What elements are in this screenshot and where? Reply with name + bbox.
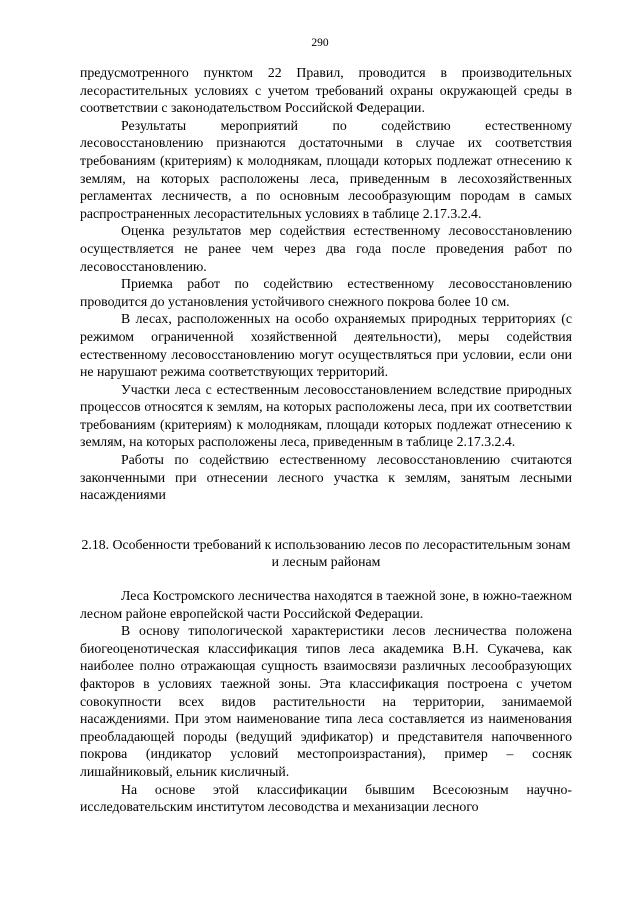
paragraph: Работы по содействию естественному лесовосстановлению считаются законченными при отнесении лесного участка к землям, занятым лесными насаждениями bbox=[80, 452, 572, 503]
paragraph: Участки леса с естественным лесовосстановлением вследствие природных процессов относятся к землям, на которых расположены леса, при их соответствии требованиям (критериям) к молоднякам, площади которых подлежат отнесению к землям, на которых расположены леса, приведенным в таблице 2.17.3.2.4. bbox=[80, 381, 572, 450]
paragraph: В лесах, расположенных на особо охраняемых природных территориях (с режимом ограниченной хозяйственной деятельности), меры содействия естественному лесовосстановлению могут осуществляться при условии, если они не нарушают режима соответствующих территорий. bbox=[80, 311, 572, 380]
document-body bbox=[80, 64, 572, 816]
paragraph: Оценка результатов мер содействия естественному лесовосстановлению осуществляется не ранее чем через два года после проведения работ по лесовосстановлению. bbox=[80, 223, 572, 274]
paragraph: Приемка работ по содействию естественному лесовосстановлению проводится до установления устойчивого снежного покрова более 10 см. bbox=[80, 276, 572, 309]
paragraph: Результаты мероприятий по содействию естественному лесовосстановлению признаются достаточными в случае их соответствия требованиям (критериям) к молоднякам, площади которых подлежат отнесению к землям, на которых расположены леса, приведенным в лесохозяйственных регламентах лесничеств, а по основным лесообразующим породам в самых распространенных лесорастительных условиях в таблице 2.17.3.2.4. bbox=[80, 117, 572, 221]
section-heading: 2.18. Особенности требований к использованию лесов по лесорастительным зонам и лесным районам bbox=[81, 536, 571, 570]
paragraph: предусмотренного пунктом 22 Правил, проводится в производительных лесорастительных условиях с учетом требований охраны окружающей среды в соответствии с законодательством Российской Федерации. bbox=[80, 65, 572, 116]
page-number: 290 bbox=[311, 37, 329, 49]
paragraph: Леса Костромского лесничества находятся в таежной зоне, в южно-таежном лесном районе европейской части Российской Федерации. bbox=[80, 588, 572, 621]
paragraph: В основу типологической характеристики лесов лесничества положена биогеоценотическая классификация типов леса академика В.Н. Сукачева, как наиболее полно отражающая сущность взаимосвязи различных лесообразующих факторов в условиях таежной зоны. Эта классификация построена с учетом совокупности всех видов растительности на территории, занимаемой насаждениями. При этом наименование типа леса составляется из наименования преобладающей породы (ведущий эдификатор) и представителя напочвенного покрова (индикатор условий местопроизрастания), пример – сосняк лишайниковый, ельник кисличный. bbox=[80, 623, 572, 779]
paragraph: На основе этой классификации бывшим Всесоюзным научно-исследовательским институтом лесоводства и механизации лесного bbox=[80, 781, 572, 815]
